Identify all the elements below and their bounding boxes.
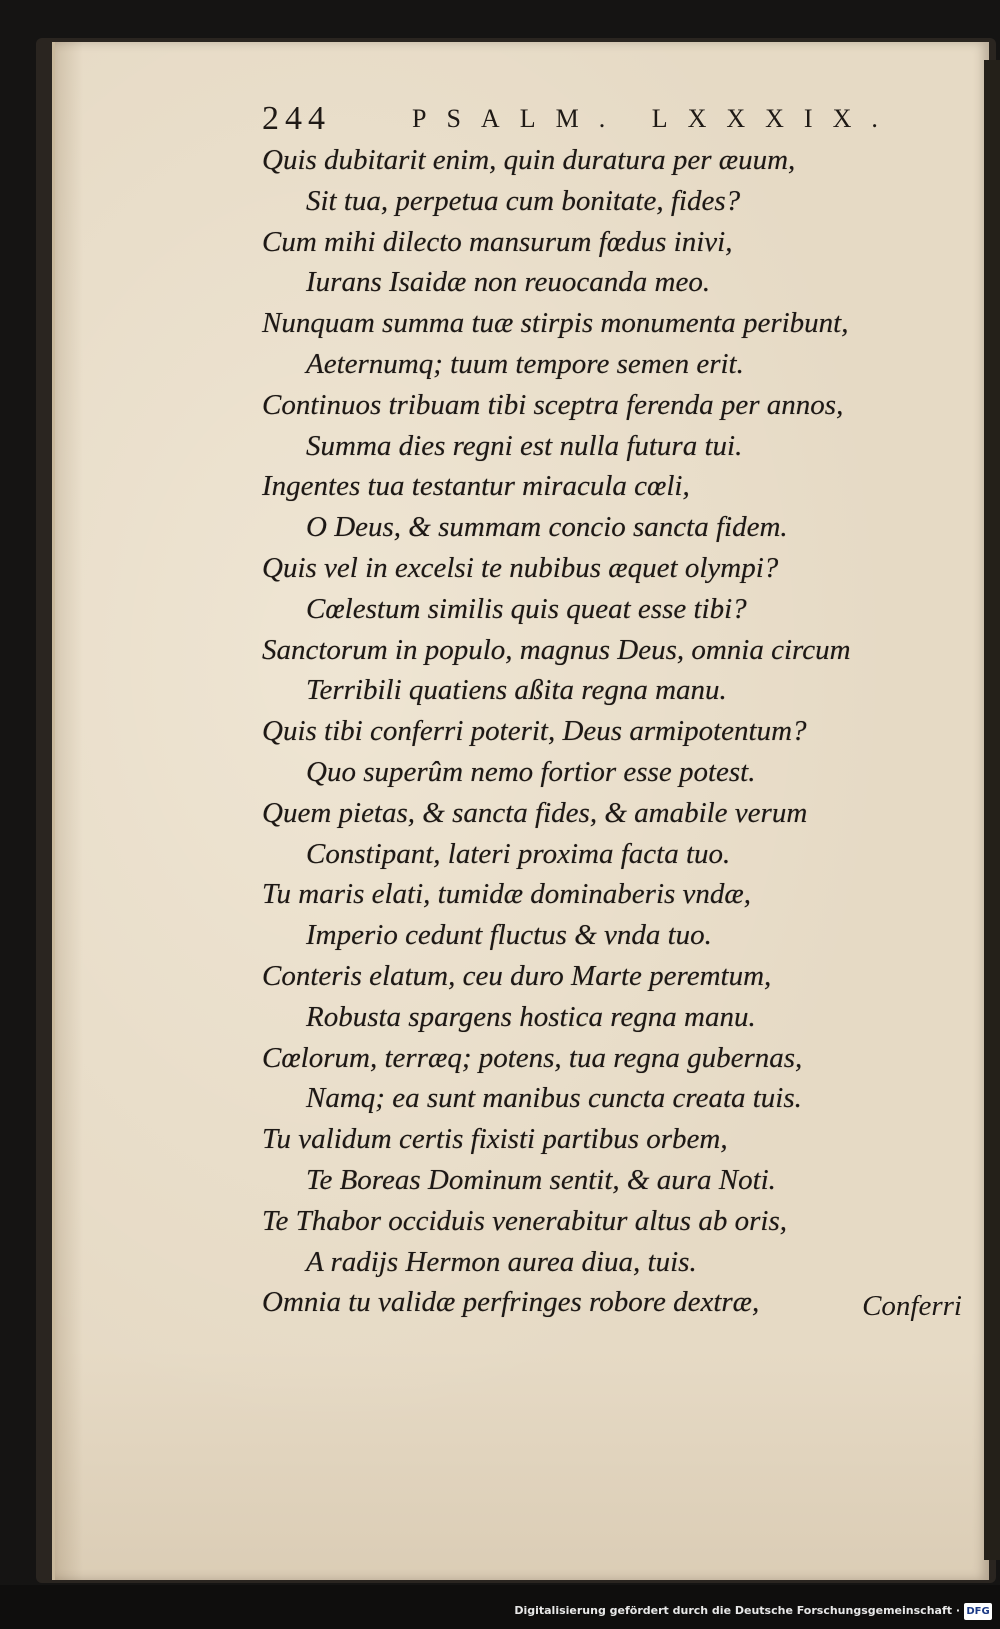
verse-line: Constipant, lateri proxima facta tuo. <box>306 837 731 870</box>
verse-line: Aeternumq; tuum tempore semen erit. <box>306 347 744 380</box>
running-head: PSALM. LXXXIX. <box>412 104 898 133</box>
verse-line: Continuos tribuam tibi sceptra ferenda per annos, <box>262 388 844 421</box>
verse-line: Iurans Isaidæ non reuocanda meo. <box>306 266 711 299</box>
verse-line: Quis tibi conferri poterit, Deus armipotentum? <box>262 715 807 748</box>
verse-line: Te Boreas Dominum sentit, & aura Noti. <box>306 1163 776 1196</box>
funding-credit: Digitalisierung gefördert durch die Deutsche Forschungsgemeinschaft · <box>514 1604 960 1617</box>
verse-line: Imperio cedunt fluctus & vnda tuo. <box>306 919 712 952</box>
verse-line: Te Thabor occiduis venerabitur altus ab oris, <box>262 1204 787 1237</box>
verse-line: Omnia tu validæ perfringes robore dextræ, <box>262 1286 760 1319</box>
verse-line: Tu validum certis fixisti partibus orbem, <box>262 1123 728 1156</box>
verse-line: Quo superûm nemo fortior esse potest. <box>306 755 756 788</box>
verse-line: Quem pietas, & sancta fides, & amabile verum <box>262 796 808 829</box>
verse-line: Terribili quatiens aßita regna manu. <box>306 674 727 707</box>
verse-line: Sanctorum in populo, magnus Deus, omnia circum <box>262 633 851 666</box>
verse-line: Robusta spargens hostica regna manu. <box>306 1000 756 1033</box>
catchword: Conferri <box>862 1290 962 1322</box>
verse-line: Ingentes tua testantur miracula cœli, <box>262 470 690 503</box>
verse-line: A radijs Hermon aurea diua, tuis. <box>306 1245 697 1278</box>
verse-line: Sit tua, perpetua cum bonitate, fides? <box>306 184 741 217</box>
verse-line: O Deus, & summam concio sancta fidem. <box>306 511 788 544</box>
verse-line: Namq; ea sunt manibus cuncta creata tuis. <box>306 1082 802 1115</box>
footer-bar <box>0 1585 1000 1629</box>
verse-line: Tu maris elati, tumidæ dominaberis vndæ, <box>262 878 752 911</box>
verse-line: Cœlestum similis quis queat esse tibi? <box>306 592 747 625</box>
verse-line: Conteris elatum, ceu duro Marte peremtum, <box>262 959 772 992</box>
verse-line: Cum mihi dilecto mansurum fœdus inivi, <box>262 225 733 258</box>
verse-line: Quis dubitarit enim, quin duratura per æuum, <box>262 144 796 176</box>
verse-line: Cœlorum, terræq; potens, tua regna gubernas, <box>262 1041 803 1074</box>
verse-line: Summa dies regni est nulla futura tui. <box>306 429 743 462</box>
verse-line: Quis vel in excelsi te nubibus æquet olympi? <box>262 551 779 584</box>
dfg-logo: DFG <box>964 1603 992 1620</box>
adjacent-page-edge <box>984 60 1000 1560</box>
verse-line: Nunquam summa tuæ stirpis monumenta peribunt, <box>262 307 849 340</box>
page-number: 244 <box>262 100 331 137</box>
verse-list <box>262 140 962 1323</box>
